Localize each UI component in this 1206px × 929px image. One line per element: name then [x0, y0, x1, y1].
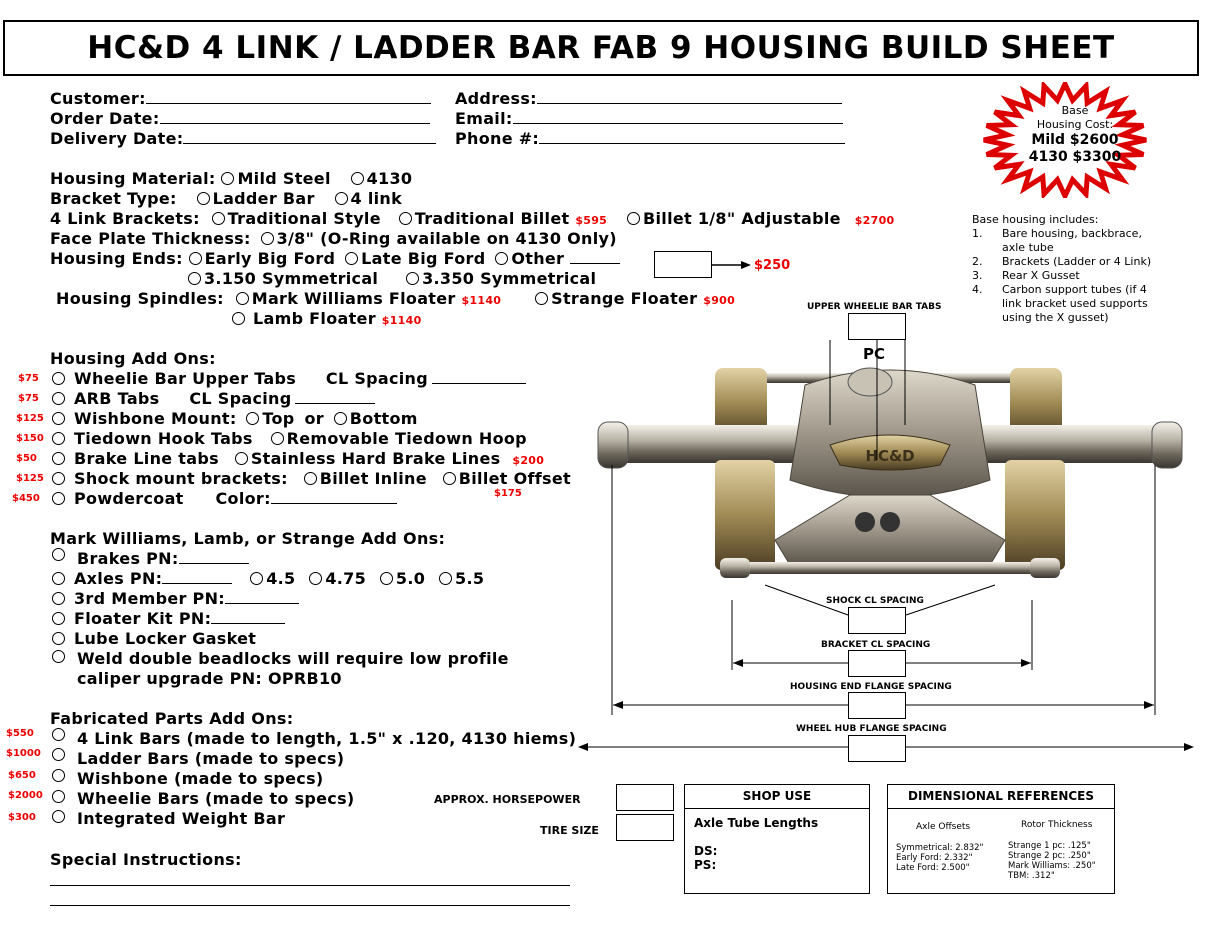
base-cost-mild: Mild $2600: [1031, 132, 1119, 148]
addon-wheelie-tabs: [52, 370, 526, 388]
brakes-pn-label: Brakes PN:: [77, 549, 179, 568]
checkbox-ladder-bars[interactable]: [52, 748, 65, 761]
option-label: Other: [511, 249, 565, 268]
option-label: 3.150 Symmetrical: [204, 269, 379, 288]
email-field[interactable]: [455, 110, 843, 128]
special-line-2[interactable]: [50, 905, 570, 906]
end-flange-label: HOUSING END FLANGE SPACING: [790, 682, 952, 692]
bracket-cl-input[interactable]: [848, 650, 906, 677]
radio-traditional-style[interactable]: [212, 212, 225, 225]
rotor-item: TBM: .312": [1008, 871, 1055, 881]
bracket-cl-label: BRACKET CL SPACING: [821, 640, 931, 650]
address-label: Address:: [455, 89, 537, 108]
inc-num: 4.: [972, 283, 983, 296]
shock-cl-input[interactable]: [848, 607, 906, 634]
checkbox-tiedown-tabs[interactable]: [52, 432, 65, 445]
dimensional-references-box: [887, 784, 1115, 894]
ds-label[interactable]: DS:: [694, 844, 718, 858]
checkbox-arb-tabs[interactable]: [52, 392, 65, 405]
third-member-label: 3rd Member PN:: [74, 589, 225, 608]
delivery-date-label: Delivery Date:: [50, 129, 184, 148]
mw-third-row: [52, 590, 299, 608]
email-label: Email:: [455, 109, 513, 128]
end-flange-input[interactable]: [848, 692, 906, 719]
special-instructions-label: Special Instructions:: [50, 850, 242, 869]
phone-field[interactable]: [455, 130, 845, 148]
price-traditional-billet: $595: [575, 214, 608, 227]
axle-offset-item: Late Ford: 2.500": [896, 863, 970, 873]
mw-brakes-label-row: [77, 550, 249, 568]
price-wishbone: $650: [8, 770, 36, 781]
option-label: 4.5: [266, 569, 296, 588]
mw-lube-row: [52, 630, 256, 648]
delivery-date-field[interactable]: [50, 130, 436, 148]
housing-ends-row: [50, 250, 620, 268]
addon-arb-tabs: [52, 390, 375, 408]
option-label: 5.5: [455, 569, 485, 588]
radio-other[interactable]: [495, 252, 508, 265]
fab-4-link-bars-label: 4 Link Bars (made to length, 1.5" x .120, 4130 hiems): [77, 729, 577, 748]
radio-4130[interactable]: [351, 172, 364, 185]
order-date-field[interactable]: [50, 110, 430, 128]
four-link-brackets-row: [50, 210, 894, 230]
option-label: Tiedown Hook Tabs: [74, 429, 253, 448]
radio-3-8[interactable]: [261, 232, 274, 245]
mw-weld-row: [52, 648, 68, 666]
option-label: Bottom: [349, 409, 418, 428]
horsepower-label: APPROX. HORSEPOWER: [434, 793, 581, 806]
fab-addons-heading: Fabricated Parts Add Ons:: [50, 709, 294, 728]
fab-row-radio: [52, 767, 68, 785]
brakes-pn-blank[interactable]: [179, 551, 249, 564]
radio-mark-williams[interactable]: [236, 292, 249, 305]
third-member-blank[interactable]: [225, 591, 299, 604]
bracket-type-row: [50, 190, 402, 208]
cl-spacing-label: CL Spacing: [189, 389, 292, 408]
option-label: Mark Williams Floater: [251, 289, 456, 308]
option-label: Brake Line tabs: [74, 449, 219, 468]
horsepower-input[interactable]: [616, 784, 674, 811]
radio-top[interactable]: [246, 412, 259, 425]
price-tiedown: $150: [16, 433, 44, 444]
color-label: Color:: [215, 489, 271, 508]
axle-offset-item: Early Ford: 2.332": [896, 853, 973, 863]
checkbox-wishbone-mount[interactable]: [52, 412, 65, 425]
inc-text: Rear X Gusset: [1002, 269, 1080, 282]
bracket-type-label: Bracket Type:: [50, 189, 177, 208]
radio-stainless-lines[interactable]: [235, 452, 248, 465]
option-label: Late Big Ford: [361, 249, 486, 268]
radio-3150[interactable]: [188, 272, 201, 285]
pc-label: PC: [863, 345, 886, 363]
addon-powdercoat: [52, 490, 397, 508]
price-ladder-bars: $1000: [6, 748, 41, 759]
mw-addons-heading: Mark Williams, Lamb, or Strange Add Ons:: [50, 529, 446, 548]
base-cost-l2: Housing Cost:: [1036, 118, 1114, 131]
base-cost-4130: 4130 $3300: [1028, 149, 1122, 165]
option-label: Wheelie Bar Upper Tabs: [74, 369, 297, 388]
price-wheelie-bars: $2000: [8, 790, 43, 801]
radio-ladder-bar[interactable]: [197, 192, 210, 205]
option-label: Billet 1/8" Adjustable: [643, 209, 841, 228]
inc-text: Bare housing, backbrace,: [1002, 227, 1142, 240]
inc-text: Brackets (Ladder or 4 Link): [1002, 255, 1152, 268]
price-other-end: $250: [754, 258, 791, 273]
option-label: 4.75: [325, 569, 367, 588]
option-label: 3.350 Symmetrical: [422, 269, 597, 288]
option-label: Shock mount brackets:: [74, 469, 288, 488]
option-label: Removable Tiedown Hoop: [286, 429, 527, 448]
inc-text: using the X gusset): [1002, 311, 1109, 324]
base-includes: [972, 213, 1151, 325]
price-shock-mount: $125: [16, 473, 44, 484]
price-powdercoat: $450: [12, 493, 40, 504]
inc-text: axle tube: [1002, 241, 1054, 254]
rotor-item: Mark Williams: .250": [1008, 861, 1096, 871]
hcd-logo-text: HC&D: [865, 447, 915, 465]
rotor-thickness-list: [1008, 841, 1096, 881]
radio-late-big-ford[interactable]: [345, 252, 358, 265]
housing-ends-label: Housing Ends:: [50, 249, 183, 268]
price-strange: $900: [703, 294, 736, 307]
or-label: or: [304, 409, 324, 428]
radio-traditional-billet[interactable]: [399, 212, 412, 225]
option-label: Traditional Billet: [414, 209, 570, 228]
arrow-right-icon: [711, 256, 753, 274]
radio-axle-50[interactable]: [380, 572, 393, 585]
checkbox-4-link-bars[interactable]: [52, 728, 65, 741]
base-cost-text: [1000, 104, 1150, 166]
radio-3350[interactable]: [406, 272, 419, 285]
radio-axle-475[interactable]: [309, 572, 322, 585]
address-field[interactable]: [455, 90, 842, 108]
phone-label: Phone #:: [455, 129, 540, 148]
option-label: Wishbone Mount:: [74, 409, 237, 428]
price-wheelie-tabs: $75: [18, 373, 39, 384]
radio-billet-adjustable[interactable]: [627, 212, 640, 225]
option-label: Billet Inline: [319, 469, 427, 488]
inc-num: 3.: [972, 269, 983, 282]
spindles-label: Housing Spindles:: [56, 289, 224, 308]
upper-wheelie-tabs-label: UPPER WHEELIE BAR TABS: [807, 302, 942, 312]
option-label: 5.0: [395, 569, 426, 588]
checkbox-floater-kit[interactable]: [52, 612, 65, 625]
option-label: Powdercoat: [74, 489, 184, 508]
other-end-input[interactable]: [654, 251, 712, 278]
hub-flange-input[interactable]: [848, 735, 906, 762]
checkbox-brake-tabs[interactable]: [52, 452, 65, 465]
fab-row-radio: [52, 788, 68, 806]
fab-row-radio: [52, 726, 68, 744]
housing-material-row: [50, 170, 412, 188]
axles-pn-label: Axles PN:: [74, 569, 163, 588]
addon-tiedown: [52, 430, 527, 448]
checkbox-weld-beadlocks[interactable]: [52, 650, 65, 663]
axle-offsets-list: [896, 843, 983, 873]
radio-mild-steel[interactable]: [221, 172, 234, 185]
price-weight-bar: $300: [8, 812, 36, 823]
floater-kit-blank[interactable]: [211, 611, 285, 624]
fab-wishbone-label: Wishbone (made to specs): [77, 769, 324, 788]
face-plate-row: [50, 230, 617, 248]
fab-row-radio: [52, 808, 68, 826]
other-blank[interactable]: [570, 251, 620, 264]
radio-axle-45[interactable]: [250, 572, 263, 585]
mw-brakes-row: [52, 546, 68, 564]
radio-billet-inline[interactable]: [304, 472, 317, 485]
axle-tube-lengths-label: Axle Tube Lengths: [694, 816, 819, 830]
radio-lamb[interactable]: [232, 312, 245, 325]
housing-ends-row2: [188, 270, 596, 288]
option-label: Traditional Style: [227, 209, 381, 228]
fab-row-radio: [52, 746, 68, 764]
weld-label-1: Weld double beadlocks will require low profile: [77, 649, 509, 668]
customer-field[interactable]: [50, 90, 431, 108]
option-label: ARB Tabs: [74, 389, 160, 408]
price-mark-williams: $1140: [461, 294, 502, 307]
option-label: Early Big Ford: [204, 249, 336, 268]
option-label: Ladder Bar: [212, 189, 315, 208]
option-label: 4130: [366, 169, 413, 188]
lube-locker-label: Lube Locker Gasket: [74, 629, 257, 648]
fab-weight-bar-label: Integrated Weight Bar: [77, 809, 286, 828]
rotor-thickness-heading: Rotor Thickness: [1021, 820, 1093, 830]
addon-shock: [52, 470, 571, 488]
rotor-item: Strange 1 pc: .125": [1008, 841, 1091, 851]
rotor-item: Strange 2 pc: .250": [1008, 851, 1091, 861]
radio-4-link[interactable]: [335, 192, 348, 205]
order-date-label: Order Date:: [50, 109, 160, 128]
housing-addons-heading: Housing Add Ons:: [50, 349, 216, 368]
spindles-row2: [232, 310, 422, 330]
option-label: Mild Steel: [237, 169, 331, 188]
fab-wheelie-bars-label: Wheelie Bars (made to specs): [77, 789, 355, 808]
option-label: 3/8" (O-Ring available on 4130 Only): [276, 229, 617, 248]
axle-offsets-heading: Axle Offsets: [916, 822, 971, 832]
checkbox-brakes-pn[interactable]: [52, 548, 65, 561]
base-cost-l1: Base: [1061, 104, 1089, 117]
addon-brake: [52, 450, 544, 470]
radio-axle-55[interactable]: [439, 572, 452, 585]
dimensional-references-title: DIMENSIONAL REFERENCES: [888, 785, 1114, 809]
spindles-row: [56, 290, 735, 310]
ps-label[interactable]: PS:: [694, 858, 717, 872]
price-billet-offset: $175: [494, 488, 522, 499]
price-stainless-lines: $200: [512, 454, 545, 467]
fab-ladder-bars-label: Ladder Bars (made to specs): [77, 749, 345, 768]
inc-num: 2.: [972, 255, 983, 268]
price-lamb: $1140: [381, 314, 422, 327]
price-wishbone-mount: $125: [16, 413, 44, 424]
hub-flange-label: WHEEL HUB FLANGE SPACING: [796, 724, 947, 734]
mw-floater-row: [52, 610, 285, 628]
price-arb-tabs: $75: [18, 393, 39, 404]
option-label: Strange Floater: [551, 289, 698, 308]
base-includes-heading: Base housing includes:: [972, 213, 1099, 226]
inc-text: Carbon support tubes (if 4: [1002, 283, 1147, 296]
option-label: Top: [262, 409, 295, 428]
checkbox-weight-bar[interactable]: [52, 810, 65, 823]
wheelie-cl-blank[interactable]: [432, 371, 526, 384]
floater-kit-label: Floater Kit PN:: [74, 609, 212, 628]
checkbox-axles-pn[interactable]: [52, 572, 65, 585]
radio-removable-hoop[interactable]: [271, 432, 284, 445]
face-plate-label: Face Plate Thickness:: [50, 229, 251, 248]
four-link-label: 4 Link Brackets:: [50, 209, 200, 228]
checkbox-lube-locker[interactable]: [52, 632, 65, 645]
checkbox-powdercoat[interactable]: [52, 492, 65, 505]
axle-offset-item: Symmetrical: 2.832": [896, 843, 984, 853]
addon-wishbone-mount: [52, 410, 418, 428]
special-line-1[interactable]: [50, 885, 570, 886]
arb-cl-blank[interactable]: [295, 391, 375, 404]
tire-size-label: TIRE SIZE: [540, 824, 599, 837]
radio-strange[interactable]: [535, 292, 548, 305]
radio-billet-offset[interactable]: [443, 472, 456, 485]
shop-use-box: [684, 784, 870, 894]
inc-text: link bracket used supports: [1002, 297, 1148, 310]
color-blank[interactable]: [271, 491, 397, 504]
customer-label: Customer:: [50, 89, 146, 108]
mw-axles-row: [52, 570, 484, 588]
checkbox-wheelie-tabs[interactable]: [52, 372, 65, 385]
shock-cl-label: SHOCK CL SPACING: [826, 596, 924, 606]
price-4-link-bars: $550: [6, 728, 34, 739]
axles-pn-blank[interactable]: [162, 571, 232, 584]
option-label: Lamb Floater: [253, 309, 376, 328]
checkbox-third-member[interactable]: [52, 592, 65, 605]
page-title: HC&D 4 LINK / LADDER BAR FAB 9 HOUSING BUILD SHEET: [3, 20, 1199, 76]
option-label: 4 link: [350, 189, 403, 208]
radio-bottom[interactable]: [334, 412, 347, 425]
option-label: Stainless Hard Brake Lines: [250, 449, 501, 468]
price-billet-adjustable: $2700: [854, 214, 895, 227]
checkbox-wishbone[interactable]: [52, 769, 65, 782]
inc-num: 1.: [972, 227, 983, 240]
tire-size-input[interactable]: [616, 814, 674, 841]
price-brake-tabs: $50: [16, 453, 37, 464]
checkbox-wheelie-bars[interactable]: [52, 790, 65, 803]
cl-spacing-label: CL Spacing: [325, 369, 428, 388]
checkbox-shock-mount[interactable]: [52, 472, 65, 485]
option-label: Billet Offset: [458, 469, 571, 488]
shop-use-title: SHOP USE: [685, 785, 869, 809]
radio-early-big-ford[interactable]: [189, 252, 202, 265]
housing-material-label: Housing Material:: [50, 169, 216, 188]
weld-label-2: caliper upgrade PN: OPRB10: [77, 669, 342, 688]
